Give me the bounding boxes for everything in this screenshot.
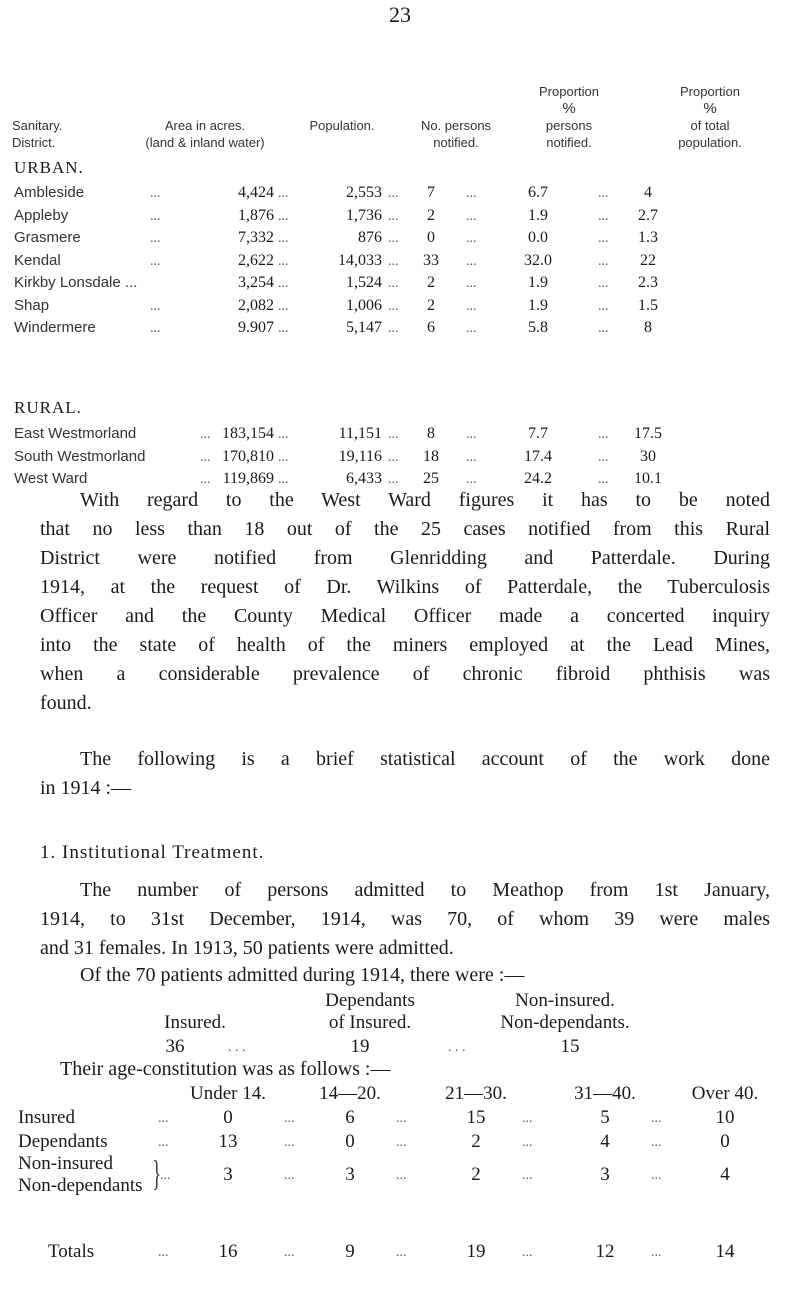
header-dependants-line2: of Insured. (328, 1012, 412, 1033)
persons-notified-value: 2 (427, 274, 435, 291)
district-name: Ambleside (14, 184, 85, 201)
pct-population-value: 2.3 (638, 274, 658, 291)
population-value: 2,553 (346, 184, 382, 201)
leader-dots: ... (651, 1245, 662, 1260)
pct-population-value: 1.3 (638, 229, 658, 246)
leader-dots: ... (396, 1168, 407, 1183)
population-value: 5,147 (346, 319, 382, 336)
leader-dots: ... (158, 1111, 169, 1126)
age-column-header: 21—30. (445, 1083, 507, 1104)
area-value: 3,254 (238, 274, 274, 291)
persons-notified-value: 33 (423, 251, 439, 269)
header-non-insured-line1: Non-insured. (515, 990, 615, 1011)
paragraph-patients-intro: Of the 70 patients admitted during 1914, there were :— (80, 964, 525, 986)
age-column-header: Over 40. (691, 1083, 759, 1104)
population-value: 1,736 (346, 206, 382, 224)
leader-dots: ... (466, 253, 477, 269)
paragraph-line: 1914, at the request of Dr. Wilkins of Patterdale, the Tuberculosis (40, 576, 770, 598)
leader-dots: ... (522, 1135, 533, 1150)
leader-dots: ... (466, 231, 477, 246)
age-value: 13 (218, 1131, 238, 1152)
leader-dots: ... (284, 1168, 295, 1183)
persons-notified-value: 2 (427, 296, 435, 314)
leader-dots: ... (598, 253, 609, 269)
header-district-line2: District. (12, 135, 56, 150)
persons-notified-value: 2 (427, 206, 435, 224)
leader-dots: ... (388, 449, 399, 465)
brace-icon: } (152, 1153, 161, 1193)
header-prop-total-line4: population. (678, 135, 742, 150)
area-value: 183,154 (222, 425, 274, 442)
leader-dots: ... (388, 276, 399, 291)
pct-notified-value: 17.4 (524, 447, 552, 465)
paragraph-line: District were notified from Glenridding and Patterdale. During (40, 547, 770, 569)
paragraph-line: that no less than 18 out of the 25 cases notified from this Rural (40, 518, 770, 540)
leader-dots: ... (284, 1135, 295, 1150)
leader-dots: ... (200, 472, 211, 487)
age-value: 15 (466, 1107, 486, 1128)
header-prop-persons-line3: persons (545, 118, 593, 133)
paragraph-line: With regard to the West Ward figures it has to be noted (80, 489, 770, 511)
age-intro: Their age-constitution was as follows :— (60, 1058, 391, 1080)
leader-dots: ... (598, 449, 609, 465)
value-insured: 36 (165, 1036, 185, 1057)
leader-dots: ... (651, 1111, 662, 1126)
district-name: Windermere (14, 319, 96, 336)
header-area (120, 118, 290, 150)
population-value: 6,433 (346, 470, 382, 487)
leader-dots: ... (522, 1111, 533, 1126)
leader-dots: ... (278, 427, 289, 442)
pct-population-value: 8 (644, 319, 652, 336)
leader-dots: ... (651, 1168, 662, 1183)
header-non-insured-line2: Non-dependants. (500, 1012, 630, 1033)
page-number: 23 (389, 2, 411, 27)
leader-dots: ... (388, 427, 399, 442)
persons-notified-value: 8 (427, 425, 435, 442)
header-area-line1: Area in acres. (164, 118, 246, 133)
leader-dots: ... (150, 298, 161, 314)
age-value: 3 (223, 1164, 233, 1185)
area-value: 1,876 (238, 206, 274, 224)
age-column-header: 14—20. (319, 1083, 381, 1104)
paragraph-line: when a considerable prevalence of chronic fibroid phthisis was (40, 663, 770, 685)
leader-dots: ... (466, 472, 477, 487)
population-value: 1,006 (346, 296, 382, 314)
leader-dots: ... (388, 472, 399, 487)
leader-dots: ... (158, 1245, 169, 1260)
district-name: Appleby (14, 206, 69, 224)
leader-dots: ... (388, 186, 399, 201)
pct-population-value: 17.5 (634, 425, 662, 442)
leader-dots: ... (278, 208, 289, 224)
header-insured: Insured. (164, 1012, 226, 1033)
persons-notified-value: 25 (423, 470, 439, 487)
leader-dots: ... (278, 449, 289, 465)
leader-dots: ... (388, 253, 399, 269)
pct-population-value: 30 (640, 447, 656, 465)
age-value: 6 (345, 1107, 355, 1128)
leader-dots: ... (598, 427, 609, 442)
district-name: West Ward (14, 470, 88, 487)
paragraph-statistical-account (40, 745, 770, 803)
leader-dots: ... (466, 186, 477, 201)
leader-dots: ... (200, 449, 211, 465)
district-name: East Westmorland (14, 425, 137, 442)
header-prop-persons-line2: % (562, 100, 576, 117)
header-population: Population. (309, 118, 375, 133)
leader-dots: ... (284, 1111, 295, 1126)
leader-dots: ... (466, 208, 477, 224)
leader-dots: ... (598, 298, 609, 314)
header-persons-line2: notified. (433, 135, 479, 150)
leader-dots: ... (522, 1245, 533, 1260)
persons-notified-value: 18 (423, 447, 439, 465)
age-value: 5 (600, 1107, 610, 1128)
pct-population-value: 2.7 (638, 206, 658, 224)
header-dependants-line1: Dependants (325, 990, 415, 1011)
header-prop-total-line1: Proportion (680, 84, 740, 99)
header-area-line2: (land & inland water) (145, 135, 265, 150)
leader-dots: ... (160, 1168, 171, 1183)
leader-dots: ... (388, 298, 399, 314)
header-non-insured (440, 990, 690, 1034)
paragraph-line: into the state of health of the miners employed at the Lead Mines, (40, 634, 770, 656)
district-name: Kirkby Lonsdale ... (14, 274, 138, 291)
leader-dots: ... (150, 231, 161, 246)
area-value: 119,869 (222, 470, 274, 487)
age-column-header: 31—40. (574, 1083, 636, 1104)
header-prop-total-line2: % (703, 100, 717, 117)
leader-dots: ... (466, 276, 477, 291)
persons-notified-value: 0 (427, 229, 435, 246)
leader-dots: ... (396, 1245, 407, 1260)
header-persons-line1: No. persons (420, 118, 492, 133)
leader-dots: ... (388, 208, 399, 224)
paragraph-line: and 31 females. In 1913, 50 patients were admitted. (40, 937, 454, 959)
district-name: Grasmere (14, 229, 81, 246)
pct-notified-value: 1.9 (528, 206, 548, 224)
row-label: Dependants (18, 1131, 108, 1152)
total-value: 14 (715, 1241, 735, 1262)
district-name: South Westmorland (14, 447, 146, 465)
pct-population-value: 22 (640, 251, 656, 269)
paragraph-line: found. (40, 692, 92, 714)
leader-dots: ... (598, 231, 609, 246)
area-value: 4,424 (238, 184, 274, 201)
leader-dots: ... (466, 427, 477, 442)
header-prop-total-line3: of total (690, 118, 730, 133)
age-value: 0 (223, 1107, 233, 1128)
age-value: 4 (600, 1131, 610, 1152)
area-value: 9.907 (238, 319, 274, 336)
leader-dots: ... (598, 186, 609, 201)
row-label: Non-insured (18, 1153, 113, 1174)
pct-notified-value: 32.0 (524, 251, 552, 269)
persons-notified-value: 6 (427, 319, 435, 336)
leader-dots: ... (598, 472, 609, 487)
population-value: 11,151 (338, 425, 382, 442)
paragraph-line: 1914, to 31st December, 1914, was 70, of whom 39 were males (40, 908, 770, 930)
section-heading-institutional-treatment: 1. Institutional Treatment. (40, 842, 265, 863)
age-value: 4 (720, 1164, 730, 1185)
header-prop-persons-line4: notified. (546, 135, 592, 150)
population-value: 14,033 (338, 251, 382, 269)
header-prop-persons (514, 84, 624, 150)
age-value: 0 (720, 1131, 730, 1152)
leader-dots: . . . (448, 1040, 466, 1055)
persons-notified-value: 7 (427, 184, 435, 201)
leader-dots: ... (396, 1135, 407, 1150)
leader-dots: ... (278, 231, 289, 246)
leader-dots: ... (278, 253, 289, 269)
paragraph-line: The following is a brief statistical account of the work done (80, 748, 770, 770)
leader-dots: ... (150, 253, 161, 269)
pct-notified-value: 1.9 (528, 274, 548, 291)
population-value: 19,116 (338, 447, 382, 465)
pct-population-value: 1.5 (638, 296, 658, 314)
total-value: 19 (466, 1241, 486, 1262)
pct-notified-value: 7.7 (528, 425, 548, 442)
age-value: 2 (471, 1131, 481, 1152)
pct-notified-value: 1.9 (528, 296, 548, 314)
leader-dots: ... (278, 186, 289, 201)
age-value: 0 (345, 1131, 355, 1152)
leader-dots: ... (598, 208, 609, 224)
total-value: 16 (218, 1241, 238, 1262)
area-value: 2,622 (238, 251, 274, 269)
area-value: 170,810 (222, 447, 274, 465)
district-name: Kendal (14, 251, 61, 269)
pct-notified-value: 6.7 (528, 184, 548, 201)
leader-dots: ... (598, 276, 609, 291)
paragraph-west-ward (40, 486, 770, 718)
header-prop-total (630, 84, 790, 150)
paragraph-line: in 1914 :— (40, 777, 132, 799)
header-persons (398, 118, 514, 150)
leader-dots: ... (396, 1111, 407, 1126)
age-value: 10 (715, 1107, 735, 1128)
leader-dots: ... (284, 1245, 295, 1260)
pct-notified-value: 0.0 (528, 229, 548, 246)
leader-dots: ... (388, 321, 399, 336)
area-value: 2,082 (238, 296, 274, 314)
leader-dots: ... (598, 321, 609, 336)
population-value: 1,524 (346, 274, 382, 291)
header-prop-persons-line1: Proportion (539, 84, 599, 99)
paragraph-line: Officer and the County Medical Officer made a concerted inquiry (40, 605, 770, 627)
paragraph-meathop-admissions (40, 876, 770, 963)
leader-dots: ... (522, 1168, 533, 1183)
leader-dots: ... (158, 1135, 169, 1150)
leader-dots: ... (200, 427, 211, 442)
pct-notified-value: 24.2 (524, 470, 552, 487)
age-value: 2 (471, 1164, 481, 1185)
pct-population-value: 4 (644, 184, 652, 201)
leader-dots: . . . (228, 1040, 246, 1055)
total-value: 12 (595, 1241, 615, 1262)
leader-dots: ... (150, 186, 161, 201)
leader-dots: ... (150, 208, 161, 224)
leader-dots: ... (278, 298, 289, 314)
leader-dots: ... (466, 321, 477, 336)
total-value: 9 (345, 1241, 355, 1262)
leader-dots: ... (466, 298, 477, 314)
value-non-insured: 15 (560, 1036, 580, 1057)
urban-label: URBAN. (14, 158, 84, 177)
leader-dots: ... (278, 276, 289, 291)
leader-dots: ... (278, 472, 289, 487)
paragraph-line: The number of persons admitted to Meathop from 1st January, (80, 879, 770, 901)
area-value: 7,332 (238, 229, 274, 246)
leader-dots: ... (278, 321, 289, 336)
age-value: 3 (345, 1164, 355, 1185)
leader-dots: ... (466, 449, 477, 465)
pct-population-value: 10.1 (634, 470, 662, 487)
leader-dots: ... (651, 1135, 662, 1150)
age-value: 3 (600, 1164, 610, 1185)
district-name: Shap (14, 296, 50, 314)
header-district-line1: Sanitary. (12, 118, 63, 133)
totals-label: Totals (48, 1241, 95, 1262)
age-column-header: Under 14. (190, 1083, 266, 1104)
row-label: Insured (18, 1107, 75, 1128)
value-dependants: 19 (350, 1036, 370, 1057)
pct-notified-value: 5.8 (528, 319, 548, 336)
row-label: Non-dependants (18, 1175, 143, 1196)
leader-dots: ... (150, 321, 161, 336)
rural-label: RURAL. (14, 398, 82, 417)
population-value: 876 (358, 229, 382, 246)
leader-dots: ... (388, 231, 399, 246)
header-district (12, 118, 62, 150)
